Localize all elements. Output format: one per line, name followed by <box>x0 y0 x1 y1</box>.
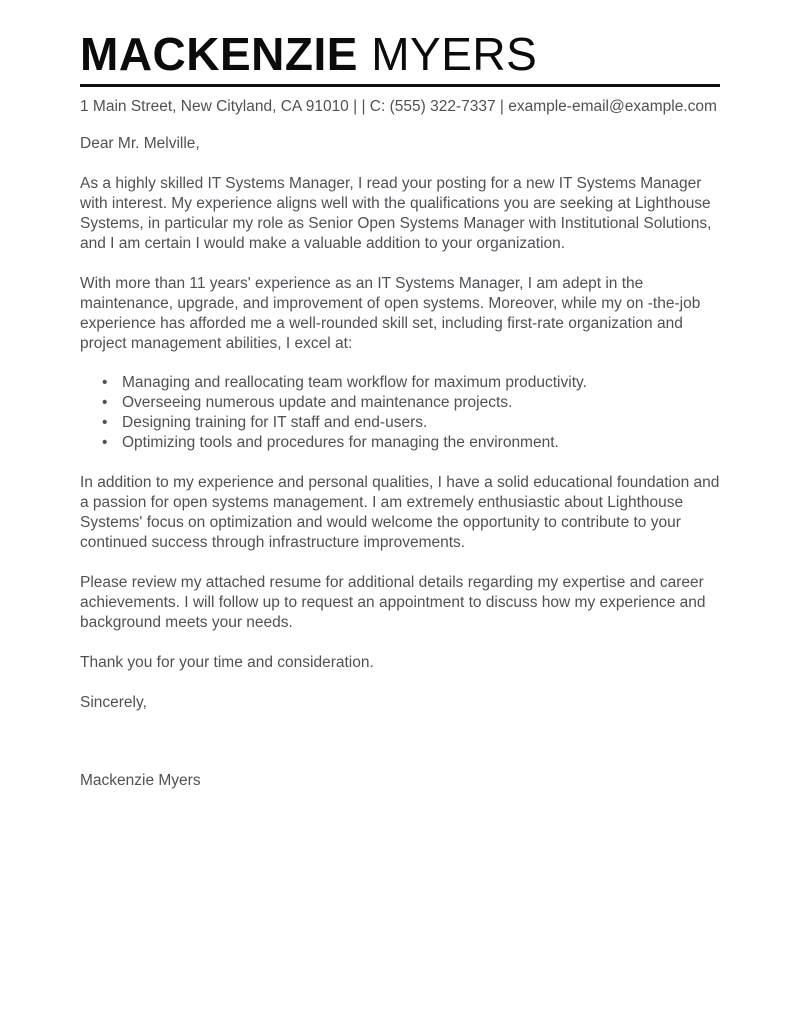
bullet-item: • Designing training for IT staff and end-users. <box>80 413 720 433</box>
paragraph-experience: With more than 11 years' experience as an IT Systems Manager, I am adept in the maintenance, upgrade, and improvement of open systems. Moreover, while my on -the-job experience has afforded me a well-rounded skill set, including first-rate organization and project management abilities, I excel at: <box>80 275 701 353</box>
closing: Sincerely, <box>80 694 147 712</box>
contact-info: 1 Main Street, New Cityland, CA 91010 | | C: (555) 322-7337 | example-email@example.com <box>80 98 717 116</box>
paragraph-intro: As a highly skilled IT Systems Manager, I read your posting for a new IT Systems Manager with interest. My experience aligns well with the qualifications you are seeking at Lighthouse Systems, in particular my role as Senior Open Systems Manager with Institutional Solutions, and I am certain I would make a valuable addition to your organization. <box>80 175 712 253</box>
salutation: Dear Mr. Melville, <box>80 135 200 153</box>
bullet-item: • Optimizing tools and procedures for managing the environment. <box>80 433 720 453</box>
candidate-first-name: MACKENZIE <box>80 28 358 80</box>
paragraph-thanks: Thank you for your time and consideration. <box>80 654 374 672</box>
header-divider <box>80 84 720 87</box>
bullet-item: • Overseeing numerous update and maintenance projects. <box>80 393 720 413</box>
letter-header <box>80 30 720 118</box>
candidate-name <box>80 30 720 78</box>
signature-name: Mackenzie Myers <box>80 772 201 790</box>
paragraph-education: In addition to my experience and personal qualities, I have a solid educational foundation and a passion for open systems management. I am extremely enthusiastic about Lighthouse Systems' focus on optimization and would welcome the opportunity to contribute to your continued success through infrastructure improvements. <box>80 474 720 552</box>
skills-bullet-list <box>80 373 720 453</box>
letter-body <box>80 134 720 791</box>
paragraph-resume: Please review my attached resume for additional details regarding my expertise and career achievements. I will follow up to request an appointment to discuss how my experience and background meets your needs. <box>80 574 706 632</box>
candidate-last-name: MYERS <box>371 28 538 80</box>
bullet-item: • Managing and reallocating team workflow for maximum productivity. <box>80 373 720 393</box>
